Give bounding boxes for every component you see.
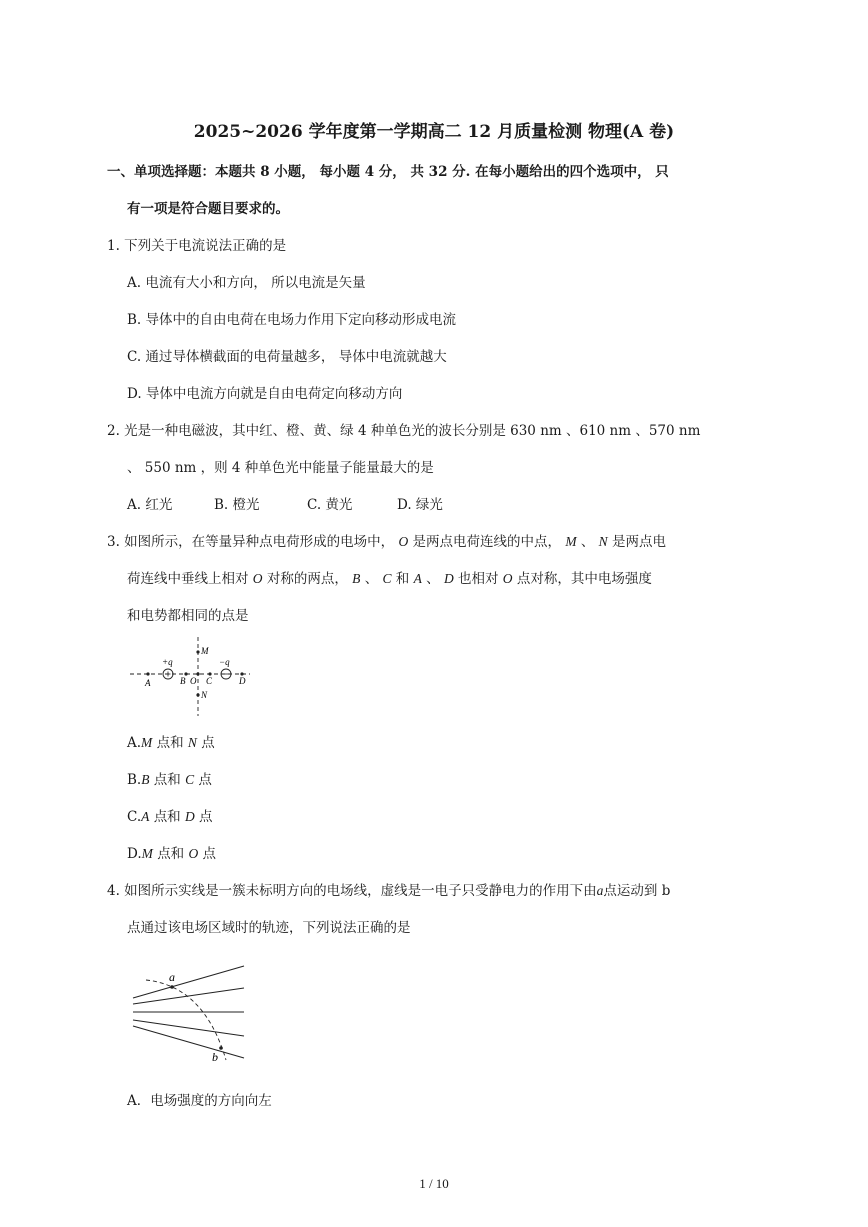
label-a: a bbox=[169, 970, 175, 984]
field-line-4 bbox=[133, 1020, 244, 1036]
q2-option-d: D. 绿光 bbox=[397, 497, 443, 513]
section-heading-line2: 有一项是符合题目要求的。 bbox=[127, 201, 289, 217]
point-n-dot bbox=[196, 693, 199, 696]
label-o: O bbox=[190, 676, 197, 686]
q1-option-c: C. 通过导体横截面的电荷量越多， 导体中电流就越大 bbox=[127, 349, 447, 365]
q2-option-b: B. 橙光 bbox=[214, 497, 260, 513]
field-line-5 bbox=[133, 1026, 244, 1058]
q2-option-a: A. 红光 bbox=[127, 497, 173, 513]
q2-stem-line1: 2. 光是一种电磁波，其中红、橙、黄、绿 4 种单色光的波长分别是 630 nm 、610 nm 、570 nm bbox=[107, 423, 701, 439]
page-number: 1 / 10 bbox=[419, 1176, 449, 1191]
label-minus-q: −q bbox=[219, 657, 230, 667]
page-title: 2025~2026 学年度第一学期高二 12 月质量检测 物理(A 卷) bbox=[193, 122, 675, 142]
label-d: D bbox=[239, 676, 246, 686]
q3-stem-line2: 荷连线中垂线上相对 O 对称的两点， B 、 C 和 A 、 D 也相对 O 点对称，其中电场强度 bbox=[127, 571, 652, 587]
point-o-dot bbox=[196, 672, 199, 675]
q1-option-a: A. 电流有大小和方向， 所以电流是矢量 bbox=[127, 275, 366, 291]
label-b: b bbox=[212, 1050, 218, 1064]
q4-option-a: A．电场强度的方向向左 bbox=[127, 1093, 272, 1109]
point-m-dot bbox=[196, 650, 199, 653]
q3-option-d: D.M 点和 O 点 bbox=[127, 846, 217, 862]
point-a-dot bbox=[170, 985, 174, 989]
label-b: B bbox=[180, 676, 186, 686]
label-a: A bbox=[145, 678, 151, 688]
q3-option-c: C.A 点和 D 点 bbox=[127, 809, 213, 825]
q3-stem-line1: 3. 如图所示，在等量异种点电荷形成的电场中， O 是两点电荷连线的中点， M 、 N 是两点电 bbox=[107, 534, 666, 550]
q3-option-b: B.B 点和 C 点 bbox=[127, 772, 212, 788]
point-b-dot bbox=[219, 1046, 223, 1050]
field-line-2 bbox=[133, 988, 244, 1004]
q1-option-d: D. 导体中电流方向就是自由电荷定向移动方向 bbox=[127, 386, 403, 402]
section-heading-line1: 一、单项选择题：本题共 8 小题， 每小题 4 分， 共 32 分. 在每小题给出的四个选项中， 只 bbox=[107, 164, 669, 180]
label-plus-q: +q bbox=[162, 657, 173, 667]
label-n: N bbox=[201, 690, 208, 700]
field-line-1 bbox=[133, 966, 244, 998]
q1-option-b: B. 导体中的自由电荷在电场力作用下定向移动形成电流 bbox=[127, 312, 457, 328]
q4-figure-field-lines bbox=[128, 960, 250, 1064]
q3-option-a: A.M 点和 N 点 bbox=[127, 735, 215, 751]
label-m: M bbox=[201, 646, 209, 656]
point-a-dot bbox=[146, 672, 149, 675]
q4-stem-line2: 点通过该电场区域时的轨迹，下列说法正确的是 bbox=[127, 920, 411, 936]
q2-stem-line2: 、 550 nm ，则 4 种单色光中能量子能量最大的是 bbox=[127, 460, 434, 476]
q3-figure-charges bbox=[128, 634, 258, 718]
label-c: C bbox=[206, 676, 213, 686]
q1-stem: 1. 下列关于电流说法正确的是 bbox=[107, 238, 287, 254]
q2-option-c: C. 黄光 bbox=[307, 497, 353, 513]
q4-stem-line1: 4. 如图所示实线是一簇未标明方向的电场线，虚线是一电子只受静电力的作用下由a点运动到 b bbox=[107, 883, 671, 899]
q3-stem-line3: 和电势都相同的点是 bbox=[127, 608, 249, 624]
